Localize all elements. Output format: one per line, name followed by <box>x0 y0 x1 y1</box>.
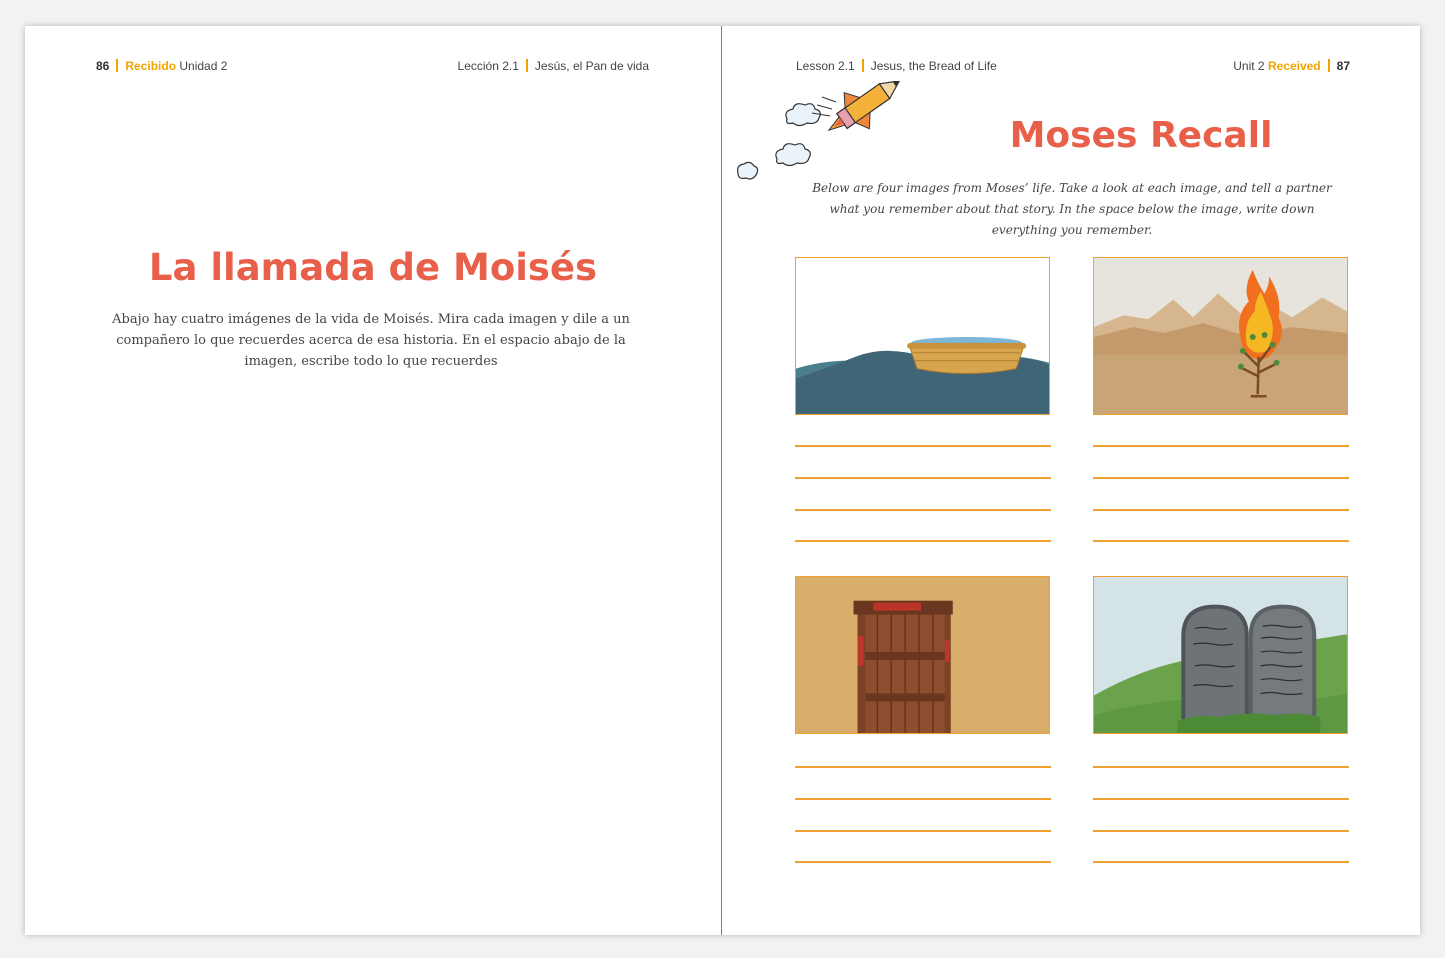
right-instructions: Below are four images from Moses’ life. Take a look at each image, and tell a partner what you remember about that story. In the space below the image, write down everything you remember. <box>812 181 1332 237</box>
writing-line[interactable] <box>795 477 1051 479</box>
writing-line[interactable] <box>795 861 1051 863</box>
right-lesson-header <box>796 59 997 73</box>
burning-bush-image <box>1093 257 1348 415</box>
left-lesson-title: Jesús, el Pan de vida <box>534 59 649 73</box>
book-spread <box>25 26 1420 935</box>
writing-line[interactable] <box>795 540 1051 542</box>
header-divider <box>526 59 528 72</box>
right-running-header <box>1233 59 1350 73</box>
left-lesson-label: Lección 2.1 <box>457 59 519 73</box>
left-running-header <box>96 59 227 73</box>
writing-line[interactable] <box>795 509 1051 511</box>
right-unit-label: Unit 2 <box>1233 59 1265 73</box>
header-divider <box>862 59 864 72</box>
left-page-title: La llamada de Moisés <box>148 246 598 289</box>
writing-line[interactable] <box>795 830 1051 832</box>
left-instructions: Abajo hay cuatro imágenes de la vida de Moisés. Mira cada imagen y dile a un compañero lo que recuerdes acerca de esa historia. En el espacio abajo de la imagen, escribe todo lo que recuerdes <box>112 312 630 369</box>
writing-line[interactable] <box>1093 798 1349 800</box>
blood-marked-door-image <box>795 576 1050 734</box>
writing-line[interactable] <box>795 798 1051 800</box>
writing-line[interactable] <box>795 766 1051 768</box>
header-divider <box>116 59 118 72</box>
left-page-number: 86 <box>96 59 110 73</box>
basket-on-river-image <box>795 257 1050 415</box>
writing-line[interactable] <box>1093 445 1349 447</box>
left-page <box>25 26 721 935</box>
writing-line[interactable] <box>795 445 1051 447</box>
writing-line[interactable] <box>1093 830 1349 832</box>
writing-line[interactable] <box>1093 766 1349 768</box>
stone-tablets-image <box>1093 576 1348 734</box>
right-lesson-title: Jesus, the Bread of Life <box>870 59 997 73</box>
left-unit-label: Unidad 2 <box>179 59 228 73</box>
writing-line[interactable] <box>1093 861 1349 863</box>
writing-line[interactable] <box>1093 509 1349 511</box>
right-page <box>722 26 1420 935</box>
left-lesson-header <box>458 59 649 73</box>
header-divider <box>1328 59 1330 72</box>
right-page-title: Moses Recall <box>1009 115 1273 156</box>
writing-line[interactable] <box>1093 540 1349 542</box>
right-section-label: Received <box>1267 59 1321 73</box>
right-lesson-label: Lesson 2.1 <box>796 59 855 73</box>
right-page-number: 87 <box>1336 59 1350 73</box>
left-section-label: Recibido <box>125 59 177 73</box>
writing-line[interactable] <box>1093 477 1349 479</box>
